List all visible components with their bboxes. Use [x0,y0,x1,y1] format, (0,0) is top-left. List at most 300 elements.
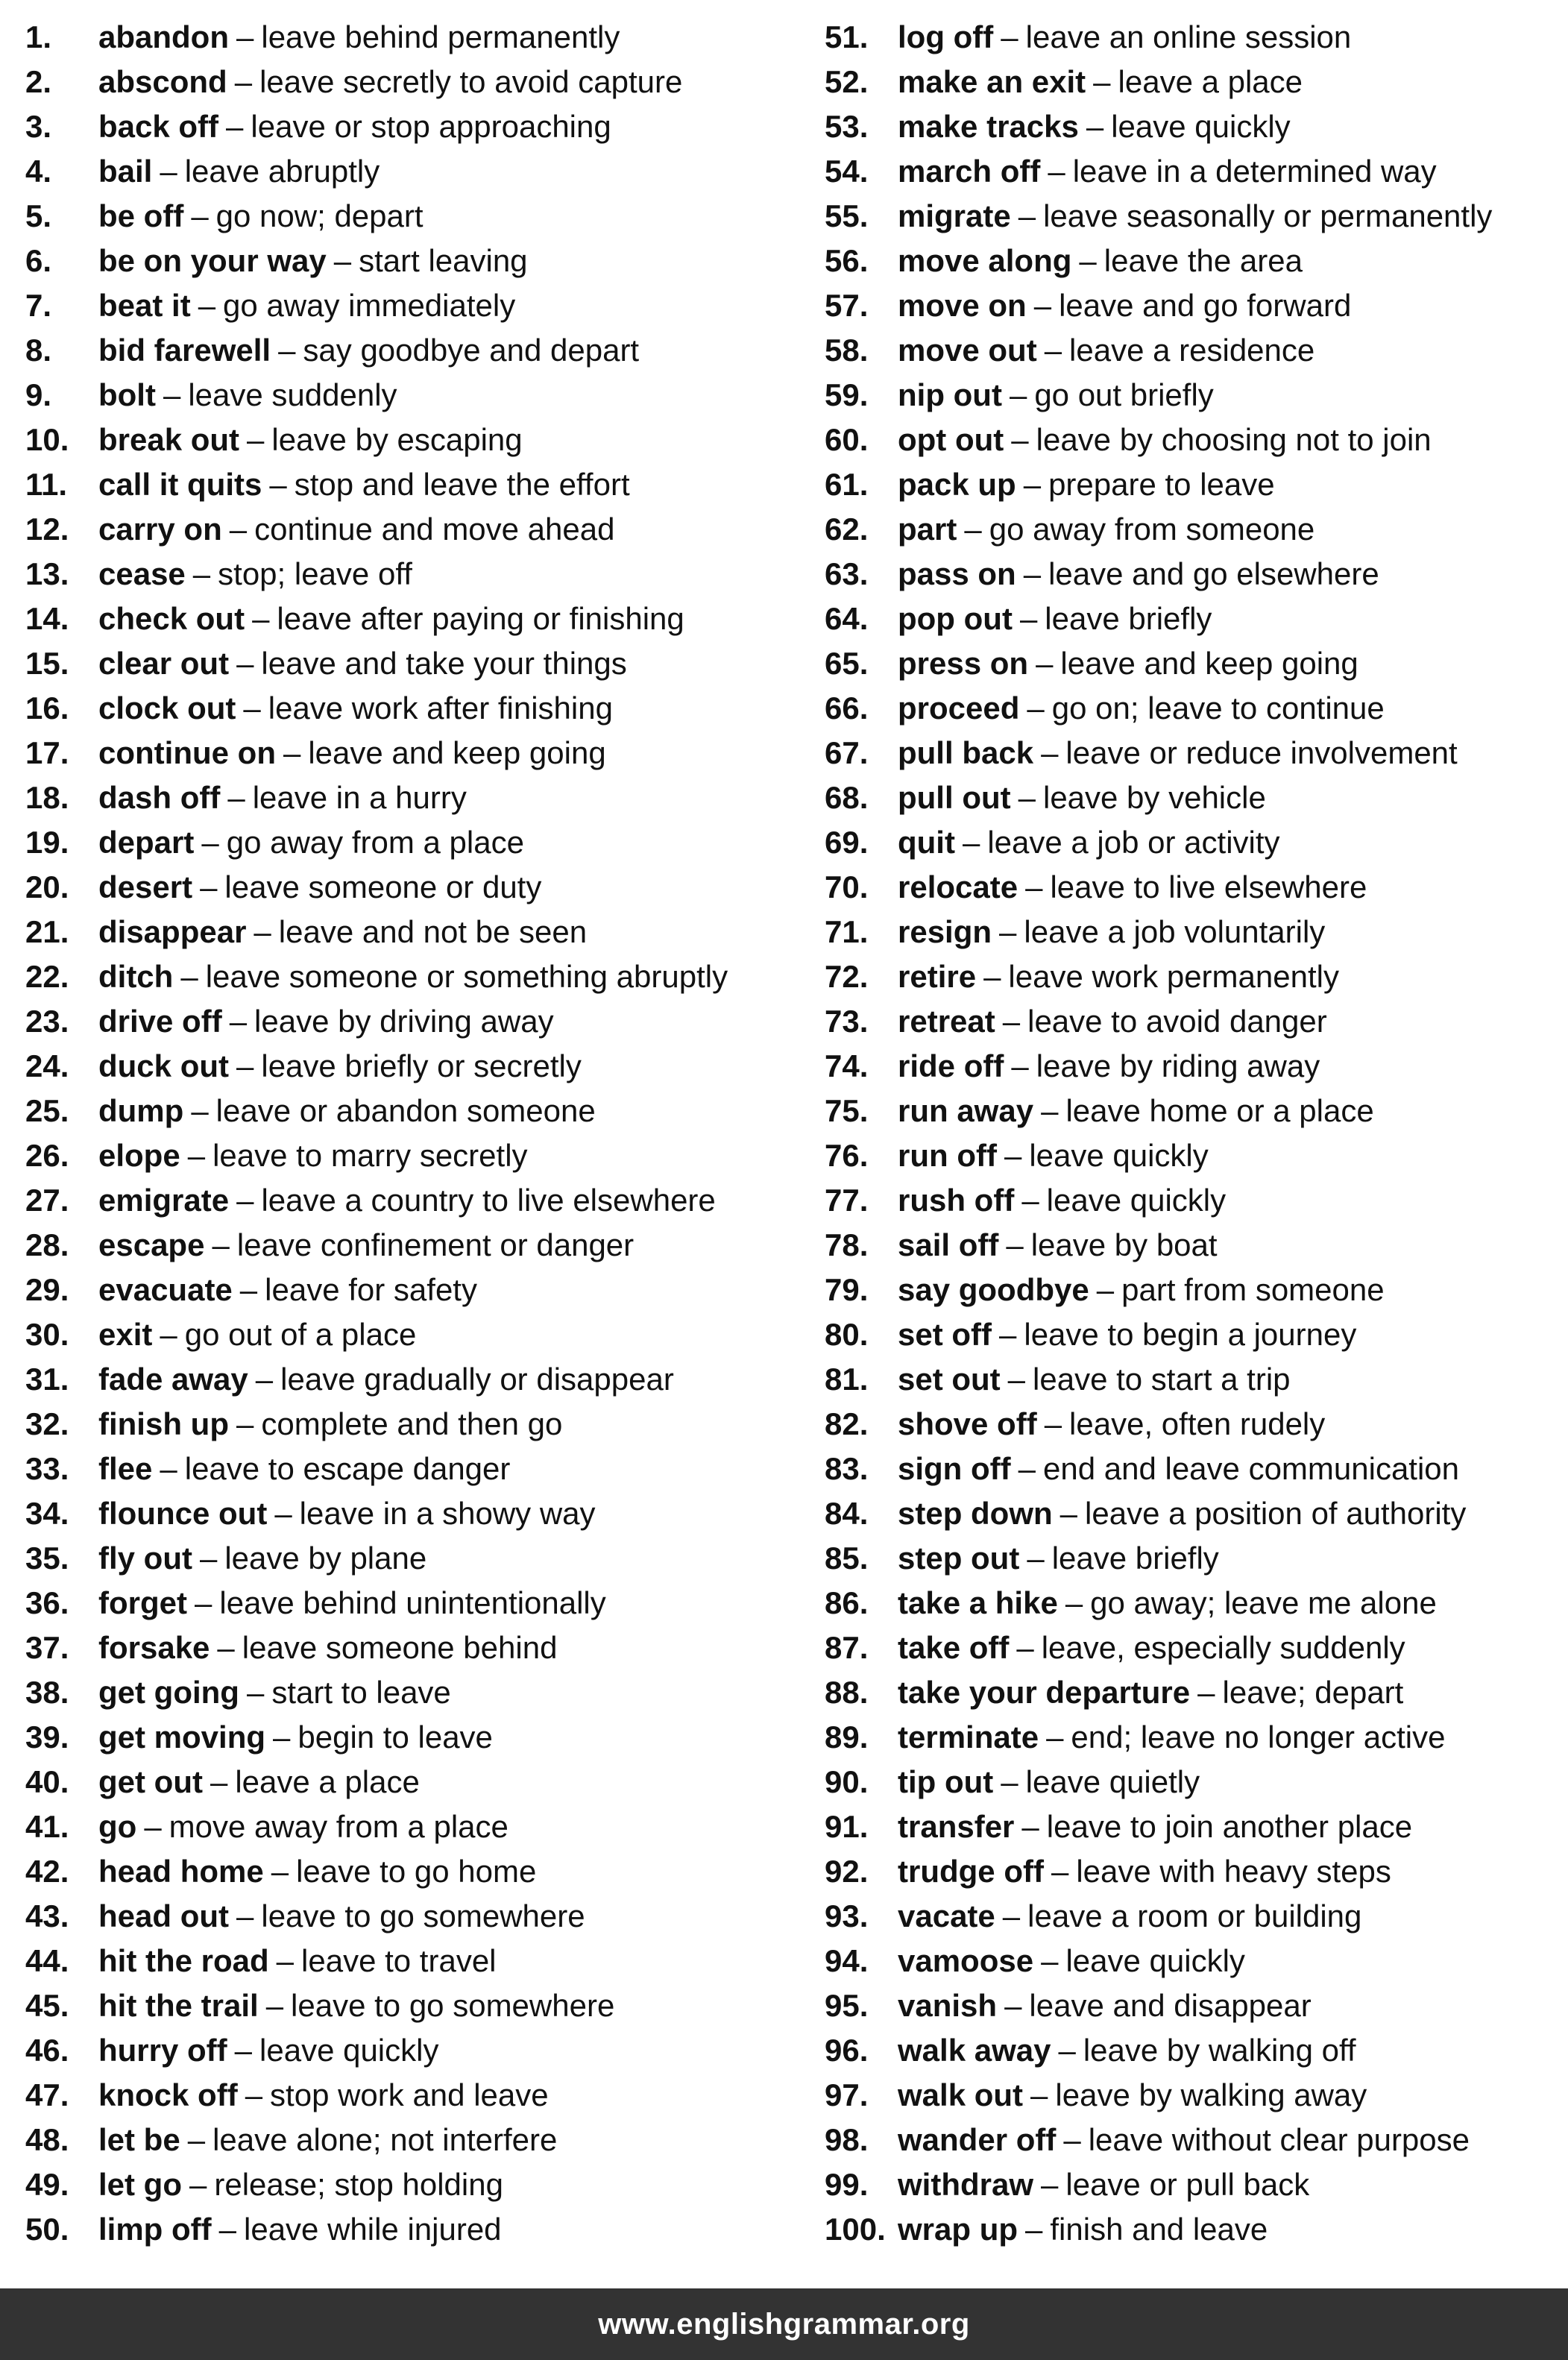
list-item [25,2162,793,2207]
item-definition: leave to go somewhere [291,1988,615,2023]
item-number: 81. [825,1362,869,1397]
list-item [25,15,793,60]
item-definition: go away immediately [223,288,516,323]
list-item [825,999,1563,1044]
list-item [825,1670,1563,1715]
item-term: log off [898,19,994,54]
item-separator: – [1006,1227,1024,1262]
item-number: 66. [825,690,869,726]
item-definition: go out of a place [184,1317,417,1352]
item-number: 48. [25,2122,69,2157]
item-term: check out [98,601,245,636]
item-definition: leave to begin a journey [1024,1317,1357,1352]
list-item [825,731,1563,775]
item-term: resign [898,914,992,949]
list-item [825,1044,1563,1089]
item-term: desert [98,869,193,904]
item-term: head out [98,1898,229,1933]
item-definition: leave; depart [1222,1675,1404,1710]
list-item [25,239,793,283]
list-item [825,1312,1563,1357]
item-number: 27. [25,1183,69,1218]
list-item [825,1447,1563,1491]
item-definition: leave by escaping [271,422,523,457]
list-item [25,328,793,373]
item-number: 8. [25,333,52,368]
item-term: elope [98,1138,180,1173]
item-term: continue on [98,735,276,770]
item-number: 31. [25,1362,69,1397]
item-separator: – [999,914,1017,949]
list-item [825,15,1563,60]
item-term: ditch [98,959,174,994]
item-number: 72. [825,959,869,994]
item-definition: leave someone behind [242,1630,558,1665]
item-separator: – [227,780,245,815]
list-item [25,1044,793,1089]
item-separator: – [1023,467,1042,502]
item-definition: leave a room or building [1027,1898,1362,1933]
item-number: 53. [825,109,869,144]
item-term: pop out [898,601,1013,636]
item-separator: – [236,1406,254,1441]
item-term: transfer [898,1809,1015,1844]
item-definition: leave after paying or finishing [277,601,684,636]
item-number: 35. [25,1541,69,1576]
list-item [25,597,793,641]
item-definition: leave by vehicle [1042,780,1266,815]
item-definition: leave and disappear [1029,1988,1312,2023]
item-term: say goodbye [898,1272,1089,1307]
list-item [25,1133,793,1178]
item-number: 94. [825,1943,869,1978]
item-definition: leave and go forward [1059,288,1352,323]
list-item [825,507,1563,552]
item-definition: leave to go home [296,1854,537,1889]
item-definition: leave quietly [1025,1764,1200,1799]
item-separator: – [962,825,980,860]
item-separator: – [187,2122,206,2157]
item-separator: – [1041,2167,1059,2202]
item-definition: leave by walking away [1055,2077,1367,2112]
item-definition: leave and keep going [308,735,606,770]
item-term: nip out [898,377,1002,412]
item-number: 7. [25,288,52,323]
list-item [25,1357,793,1402]
list-item [825,283,1563,328]
item-definition: leave to travel [301,1943,497,1978]
list-item [825,1133,1563,1178]
list-item [25,999,793,1044]
list-item [25,149,793,194]
item-term: drive off [98,1004,222,1039]
item-term: pack up [898,467,1016,502]
item-separator: – [199,1541,218,1576]
item-separator: – [1051,1854,1069,1889]
item-separator: – [265,1988,284,2023]
item-number: 2. [25,64,52,99]
item-number: 74. [825,1048,869,1083]
item-definition: leave the area [1103,243,1303,278]
item-definition: leave a job voluntarily [1024,914,1326,949]
list-item [25,1223,793,1268]
item-number: 95. [825,1988,869,2023]
item-term: walk away [898,2033,1051,2068]
item-number: 17. [25,735,69,770]
item-separator: – [1023,556,1042,591]
item-separator: – [180,959,198,994]
list-item [25,552,793,597]
item-definition: continue and move ahead [254,512,615,547]
item-separator: – [1011,422,1029,457]
list-item [25,1536,793,1581]
item-definition: leave quickly [259,2033,439,2068]
item-definition: leave a country to live elsewhere [261,1183,716,1218]
item-definition: leave quickly [1111,109,1291,144]
item-definition: leave by driving away [254,1004,554,1039]
list-item [25,686,793,731]
item-term: rush off [898,1183,1015,1218]
item-separator: – [160,154,177,189]
item-number: 62. [825,512,869,547]
item-number: 5. [25,198,52,233]
item-number: 84. [825,1496,869,1531]
item-term: dash off [98,780,221,815]
item-separator: – [278,333,296,368]
item-definition: leave a residence [1069,333,1315,368]
item-number: 6. [25,243,52,278]
list-item [825,2162,1563,2207]
item-number: 24. [25,1048,69,1083]
item-number: 52. [825,64,869,99]
item-number: 88. [825,1675,869,1710]
item-term: proceed [898,690,1020,726]
item-definition: start leaving [359,243,528,278]
item-term: fly out [98,1541,192,1576]
item-separator: – [236,1183,254,1218]
item-term: tip out [898,1764,994,1799]
item-separator: – [247,422,265,457]
item-definition: leave someone or something abruptly [205,959,728,994]
item-separator: – [1044,1406,1062,1441]
left-column [25,15,793,2252]
item-term: wander off [898,2122,1057,2157]
item-term: escape [98,1227,205,1262]
item-definition: leave or pull back [1065,2167,1310,2202]
item-separator: – [195,1585,212,1620]
item-separator: – [252,601,270,636]
item-number: 46. [25,2033,69,2068]
item-term: let go [98,2167,182,2202]
list-item [825,373,1563,418]
item-number: 65. [825,646,869,681]
item-term: exit [98,1317,153,1352]
item-separator: – [1009,377,1027,412]
item-separator: – [1048,154,1065,189]
item-separator: – [1001,1764,1018,1799]
item-definition: leave work permanently [1008,959,1339,994]
item-separator: – [1059,1496,1078,1531]
list-item [825,1983,1563,2028]
item-term: duck out [98,1048,229,1083]
item-number: 59. [825,377,869,412]
list-item [825,641,1563,686]
item-separator: – [229,1004,248,1039]
item-term: bail [98,154,153,189]
list-item [25,1849,793,1894]
list-item [825,1268,1563,1312]
item-separator: – [1018,1451,1036,1486]
item-number: 87. [825,1630,869,1665]
item-separator: – [983,959,1001,994]
item-definition: leave to escape danger [184,1451,511,1486]
item-term: move on [898,288,1027,323]
item-term: sign off [898,1451,1011,1486]
item-definition: leave abruptly [184,154,380,189]
item-definition: end and leave communication [1043,1451,1460,1486]
list-item [25,2118,793,2162]
item-number: 60. [825,422,869,457]
item-number: 21. [25,914,69,949]
item-separator: – [1046,1719,1064,1755]
item-number: 32. [25,1406,69,1441]
list-item [25,731,793,775]
item-number: 56. [825,243,869,278]
item-definition: leave by riding away [1036,1048,1320,1083]
item-definition: move away from a place [169,1809,509,1844]
item-term: forget [98,1585,187,1620]
item-definition: leave a position of authority [1085,1496,1467,1531]
item-definition: stop and leave the effort [294,467,630,502]
item-term: sail off [898,1227,999,1262]
item-definition: leave for safety [265,1272,477,1307]
item-term: evacuate [98,1272,233,1307]
list-item [825,2118,1563,2162]
item-definition: prepare to leave [1048,467,1275,502]
list-item [25,1715,793,1760]
item-separator: – [1001,19,1018,54]
item-term: ride off [898,1048,1004,1083]
item-number: 16. [25,690,69,726]
item-separator: – [212,1227,230,1262]
item-number: 19. [25,825,69,860]
list-item [25,775,793,820]
list-item [825,775,1563,820]
list-item [825,686,1563,731]
item-term: cease [98,556,186,591]
item-separator: – [1086,109,1104,144]
list-item [25,2073,793,2118]
item-separator: – [245,2077,263,2112]
item-number: 83. [825,1451,869,1486]
item-term: break out [98,422,240,457]
item-separator: – [200,869,218,904]
item-definition: go now; depart [215,198,424,233]
item-separator: – [234,64,253,99]
item-term: forsake [98,1630,210,1665]
list-item [825,1178,1563,1223]
list-item [25,1894,793,1939]
list-item [825,1089,1563,1133]
item-separator: – [1018,198,1036,233]
item-term: limp off [98,2212,212,2247]
item-term: vanish [898,1988,998,2023]
item-separator: – [1002,1004,1021,1039]
item-term: wrap up [898,2212,1018,2247]
item-separator: – [1093,64,1111,99]
item-number: 34. [25,1496,69,1531]
item-separator: – [236,19,254,54]
list-item [825,239,1563,283]
item-number: 37. [25,1630,69,1665]
item-separator: – [999,1317,1017,1352]
item-separator: – [187,1138,206,1173]
item-number: 3. [25,109,52,144]
item-term: run away [898,1093,1034,1128]
item-number: 18. [25,780,69,815]
item-number: 55. [825,198,869,233]
item-definition: leave in a showy way [299,1496,596,1531]
item-number: 40. [25,1764,69,1799]
item-definition: leave secretly to avoid capture [259,64,683,99]
item-term: call it quits [98,467,262,502]
list-item [825,1760,1563,1804]
item-term: flee [98,1451,153,1486]
list-item [825,1536,1563,1581]
item-separator: – [236,1898,254,1933]
list-item [825,462,1563,507]
item-number: 13. [25,556,69,591]
item-separator: – [1002,1898,1021,1933]
list-item [25,194,793,239]
item-definition: leave alone; not interfere [212,2122,558,2157]
item-definition: leave quickly [1029,1138,1209,1173]
item-definition: leave and keep going [1060,646,1358,681]
item-number: 11. [25,467,68,502]
item-number: 43. [25,1898,69,1933]
item-number: 97. [825,2077,869,2112]
list-item [25,1939,793,1983]
item-separator: – [160,1317,177,1352]
item-separator: – [333,243,352,278]
item-definition: leave briefly [1045,601,1212,636]
item-number: 76. [825,1138,869,1173]
word-list [0,15,1568,2247]
item-number: 14. [25,601,69,636]
item-definition: leave an online session [1025,19,1352,54]
item-number: 26. [25,1138,69,1173]
item-definition: leave suddenly [188,377,397,412]
item-term: abscond [98,64,227,99]
item-separator: – [192,556,211,591]
item-term: take off [898,1630,1010,1665]
item-definition: go on; leave to continue [1051,690,1385,726]
list-item [25,1804,793,1849]
item-definition: leave seasonally or permanently [1043,198,1493,233]
item-separator: – [218,2212,236,2247]
list-item [825,954,1563,999]
item-term: head home [98,1854,264,1889]
item-separator: – [1025,869,1043,904]
item-separator: – [246,1675,265,1710]
item-separator: – [1079,243,1097,278]
item-term: shove off [898,1406,1037,1441]
item-term: beat it [98,288,191,323]
list-item [25,1268,793,1312]
item-separator: – [271,1854,289,1889]
item-term: clock out [98,690,236,726]
item-term: quit [898,825,955,860]
item-separator: – [1041,1093,1059,1128]
item-term: make an exit [898,64,1086,99]
item-separator: – [1011,1048,1029,1083]
item-term: abandon [98,19,229,54]
item-definition: release; stop holding [214,2167,503,2202]
list-item [825,1581,1563,1626]
list-item [825,910,1563,954]
list-item [825,597,1563,641]
item-definition: leave to go somewhere [261,1898,585,1933]
item-definition: leave someone or duty [224,869,542,904]
item-number: 64. [825,601,869,636]
list-item [825,194,1563,239]
item-term: take your departure [898,1675,1191,1710]
item-number: 80. [825,1317,869,1352]
item-definition: leave behind permanently [261,19,620,54]
item-definition: leave confinement or danger [236,1227,635,1262]
item-term: withdraw [898,2167,1034,2202]
item-separator: – [189,2167,207,2202]
item-number: 82. [825,1406,869,1441]
item-number: 89. [825,1719,869,1755]
item-separator: – [283,735,301,770]
item-term: vamoose [898,1943,1034,1978]
item-definition: say goodbye and depart [303,333,640,368]
list-item [25,2028,793,2073]
item-separator: – [210,1764,228,1799]
item-separator: – [1021,1809,1039,1844]
item-number: 75. [825,1093,869,1128]
list-item [825,552,1563,597]
list-item [25,641,793,686]
item-number: 67. [825,735,869,770]
footer-website-text: www.englishgrammar.org [598,2307,970,2341]
item-definition: leave quickly [1065,1943,1245,1978]
item-separator: – [1004,1138,1022,1173]
item-term: hit the road [98,1943,269,1978]
list-item [825,104,1563,149]
item-term: retreat [898,1004,995,1039]
item-number: 50. [25,2212,69,2247]
item-number: 70. [825,869,869,904]
list-item [825,820,1563,865]
item-definition: leave by boat [1030,1227,1218,1262]
item-definition: leave to join another place [1046,1809,1413,1844]
item-definition: stop; leave off [218,556,412,591]
item-number: 36. [25,1585,69,1620]
item-number: 73. [825,1004,869,1039]
list-item [25,1983,793,2028]
item-term: flounce out [98,1496,268,1531]
item-term: step down [898,1496,1053,1531]
item-separator: – [1058,2033,1076,2068]
item-separator: – [243,690,261,726]
item-separator: – [1197,1675,1215,1710]
item-term: hurry off [98,2033,227,2068]
list-item [825,328,1563,373]
item-term: relocate [898,869,1018,904]
right-column [825,15,1563,2252]
